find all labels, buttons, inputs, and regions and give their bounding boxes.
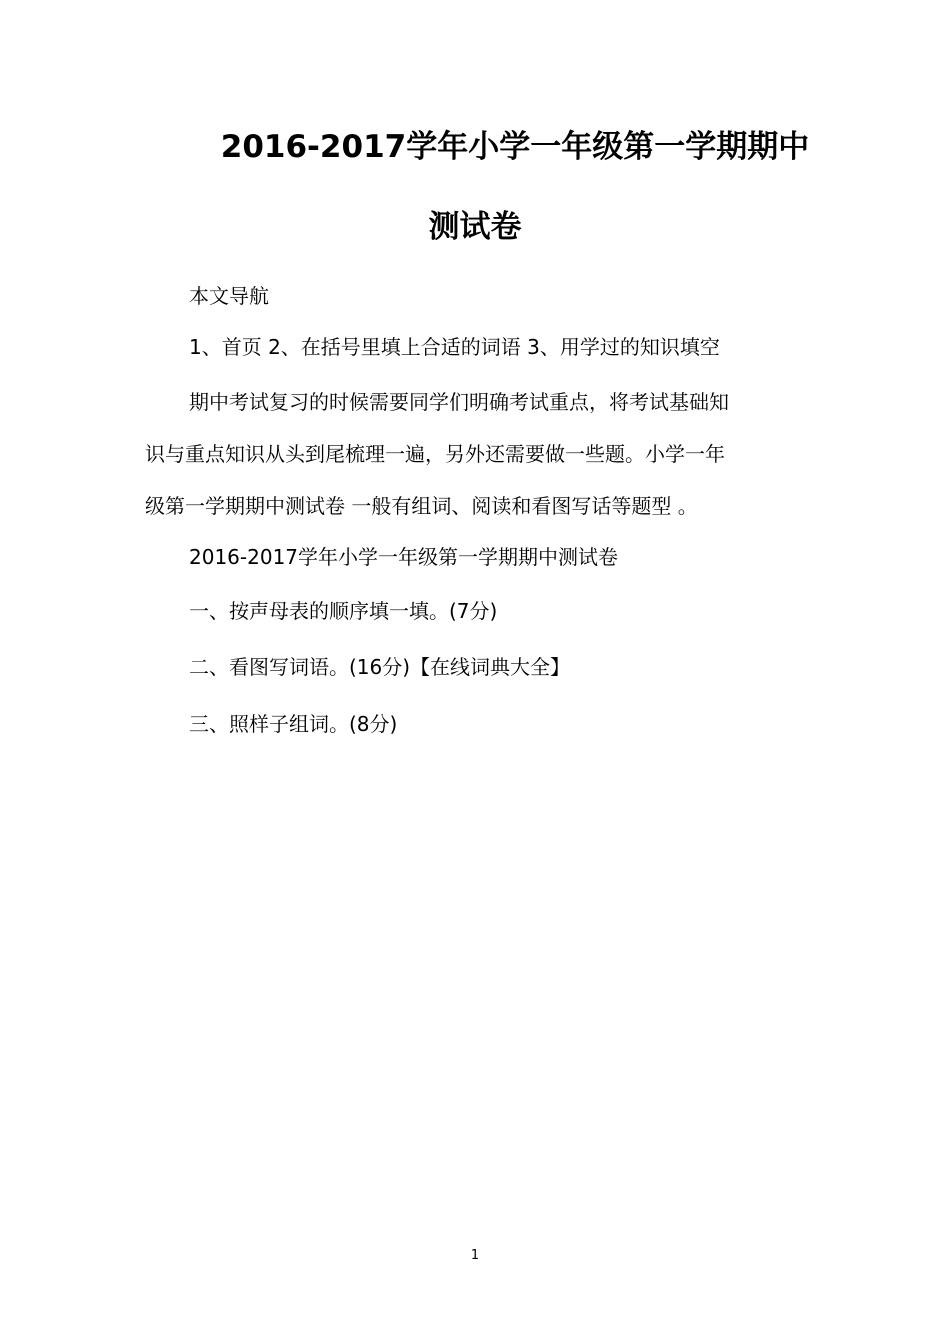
nav-heading: 本文导航 [189, 284, 269, 308]
page-number: 1 [470, 1248, 480, 1263]
nav-links[interactable]: 1、首页 2、在括号里填上合适的词语 3、用学过的知识填空 [189, 335, 720, 359]
question-1: 一、按声母表的顺序填一填。(7分) [189, 599, 498, 623]
intro-paragraph-line-3: 级第一学期期中测试卷 一般有组词、阅读和看图写话等题型 。 [145, 494, 698, 518]
document-title-line-2: 测试卷 [428, 209, 522, 245]
intro-paragraph-line-1: 期中考试复习的时候需要同学们明确考试重点，将考试基础知 [189, 390, 729, 414]
question-3: 三、照样子组词。(8分) [189, 712, 398, 736]
intro-paragraph-line-2: 识与重点知识从头到尾梳理一遍，另外还需要做一些题。小学一年 [145, 442, 725, 466]
question-2: 二、看图写词语。(16分)【在线词典大全】 [189, 655, 571, 679]
section-subtitle: 2016-2017学年小学一年级第一学期期中测试卷 [189, 545, 619, 569]
document-title-line-1: 2016-2017学年小学一年级第一学期期中 [220, 129, 810, 165]
